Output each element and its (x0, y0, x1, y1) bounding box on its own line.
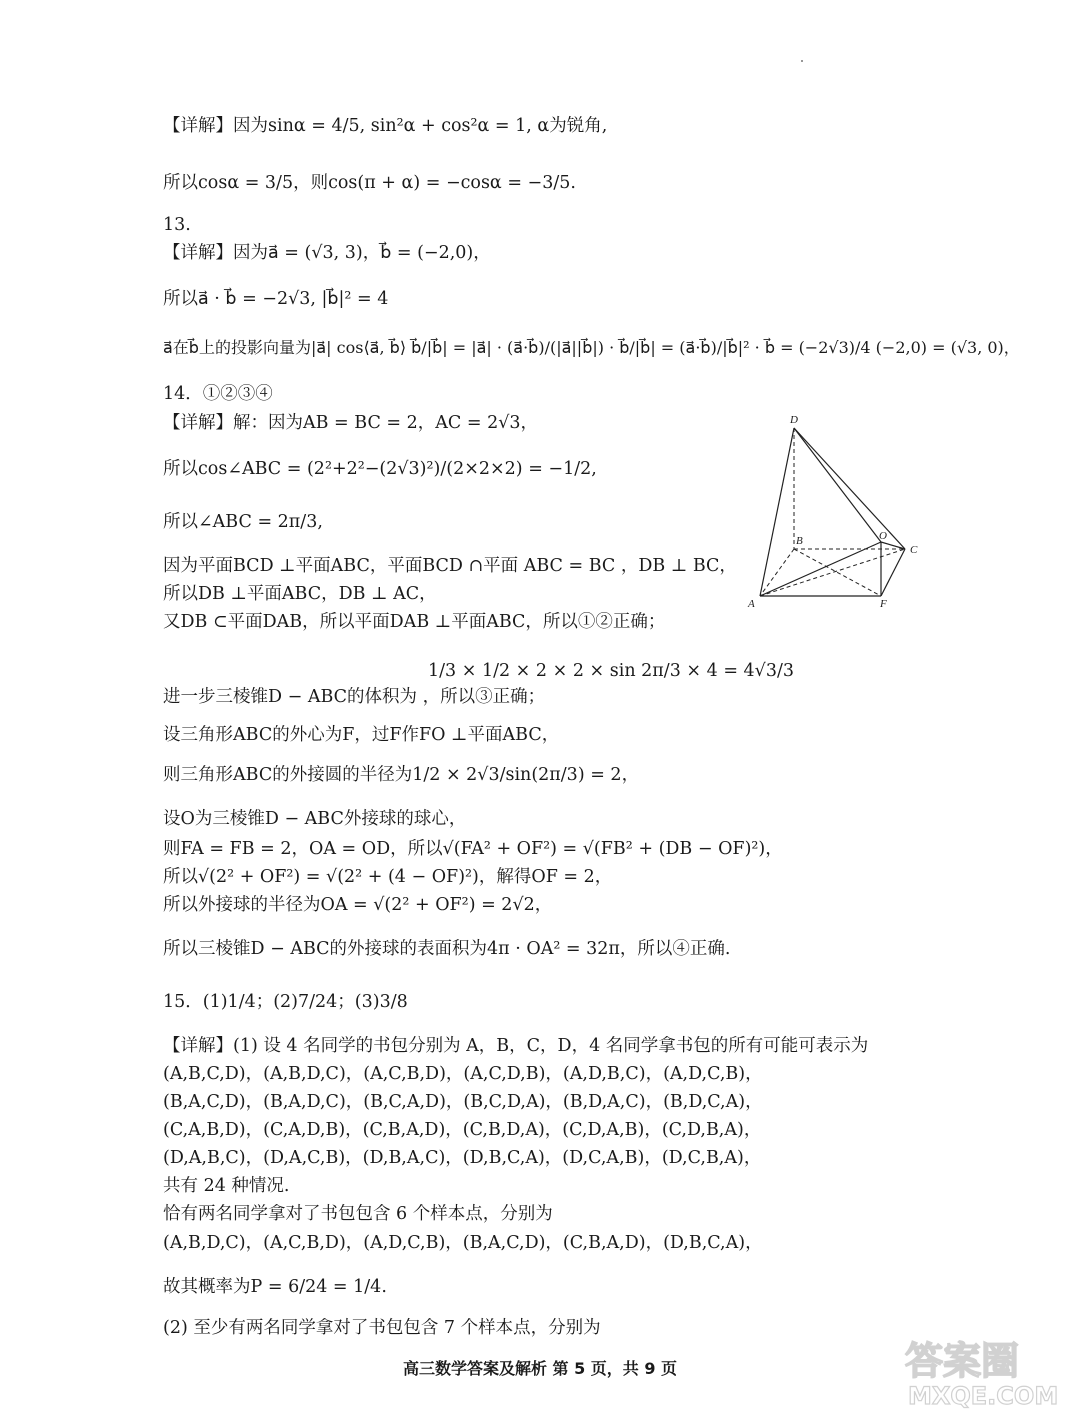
edge-DO (794, 428, 881, 542)
page-footer: 高三数学答案及解析 第 5 页，共 9 页 (402, 1359, 678, 1378)
line-11: 因为平面BCD ⊥平面ABC，平面BCD ∩平面 ABC = BC ，DB ⊥ BC， (163, 556, 737, 576)
line-14: 1/3 × 1/2 × 2 × 2 × sin 2π/3 × 4 = 4√3/3 (428, 661, 794, 681)
line-26: (B,A,C,D)，(B,A,D,C)，(B,C,A,D)，(B,C,D,A)，(B,D,A,C)，(B,D,C,A)， (163, 1092, 763, 1112)
line-25: (A,B,C,D)，(A,B,D,C)，(A,C,B,D)，(A,C,D,B)，(A,D,B,C)，(A,D,C,B)， (163, 1064, 763, 1084)
edge-DA (760, 428, 794, 596)
line-29: 共有 24 种情况. (163, 1176, 290, 1196)
label-O: O (879, 530, 887, 542)
line-32: 故其概率为P = 6/24 = 1/4. (163, 1277, 387, 1297)
line-3: 13. (163, 215, 191, 235)
line-10: 所以∠ABC = 2π/3, (163, 512, 323, 532)
label-F: F (880, 598, 887, 610)
line-33: (2) 至少有两名同学拿对了书包包含 7 个样本点，分别为 (163, 1318, 601, 1338)
line-12: 所以DB ⊥平面ABC，DB ⊥ AC， (163, 584, 437, 604)
line-1: 【详解】因为sinα = 4/5, sin²α + cos²α = 1, α为锐角, (163, 116, 608, 136)
line-15: 进一步三棱锥D − ABC的体积为 ，所以③正确； (163, 687, 546, 707)
label-D: D (790, 414, 798, 426)
line-13: 又DB ⊂平面DAB，所以平面DAB ⊥平面ABC，所以①②正确； (163, 612, 666, 632)
line-27: (C,A,B,D)，(C,A,D,B)，(C,B,A,D)，(C,B,D,A)，(C,D,A,B)，(C,D,B,A)， (163, 1120, 762, 1140)
edge-AO (760, 542, 881, 596)
edge-BF (794, 549, 881, 596)
line-8: 【详解】解：因为AB = BC = 2，AC = 2√3， (163, 413, 539, 433)
line-30: 恰有两名同学拿对了书包包含 6 个样本点，分别为 (163, 1204, 553, 1224)
line-22: 所以三棱锥D − ABC的外接球的表面积为4π · OA² = 32π，所以④正确. (163, 939, 731, 959)
watermark-logo (900, 1330, 1075, 1410)
line-7: 14．①②③④ (163, 384, 273, 404)
label-B: B (796, 535, 803, 547)
label-A: A (748, 598, 755, 610)
line-19: 则FA = FB = 2，OA = OD，所以√(FA² + OF²) = √(FB² + (DB − OF)²)， (163, 839, 783, 859)
line-28: (D,A,B,C)，(D,A,C,B)，(D,B,A,C)，(D,B,C,A)，(D,C,A,B)，(D,C,B,A)， (163, 1148, 762, 1168)
line-24: 【详解】(1) 设 4 名同学的书包分别为 A，B，C，D，4 名同学拿书包的所有可能可表示为 (163, 1036, 869, 1056)
label-C: C (910, 544, 918, 556)
edge-AC (760, 549, 905, 596)
line-23: 15．(1)1/4；(2)7/24；(3)3/8 (163, 992, 408, 1012)
line-18: 设O为三棱锥D − ABC外接球的球心， (163, 809, 467, 829)
line-6: a⃗在b⃗上的投影向量为|a⃗| cos⟨a⃗, b⃗⟩ b⃗/|b⃗| = |a⃗| · (a⃗·b⃗)/(|a⃗||b⃗|) · b⃗/|b⃗| = (a⃗·b⃗)/|b⃗|² · b⃗ = (−2√3)/4 (−2,0) = (√3, 0)， (163, 338, 1020, 357)
line-2: 所以cosα = 3/5，则cos(π + α) = −cosα = −3/5. (163, 173, 576, 193)
watermark-bottom-text: MXQE.COM (908, 1382, 1059, 1410)
scan-speck (801, 60, 803, 62)
line-17: 则三角形ABC的外接圆的半径为1/2 × 2√3/sin(2π/3) = 2， (163, 765, 640, 785)
edge-DC (794, 428, 905, 549)
line-31: (A,B,D,C)，(A,C,B,D)，(A,D,C,B)，(B,A,C,D)，(C,B,A,D)，(D,B,C,A)， (163, 1233, 763, 1253)
line-20: 所以√(2² + OF²) = √(2² + (4 − OF)²)，解得OF = 2， (163, 867, 613, 887)
line-5: 所以a⃗ · b⃗ = −2√3, |b⃗|² = 4 (163, 289, 389, 309)
line-16: 设三角形ABC的外心为F，过F作FO ⊥平面ABC， (163, 725, 560, 745)
line-4: 【详解】因为a⃗ = (√3, 3)，b⃗ = (−2,0)， (163, 243, 491, 263)
pyramid-diagram (742, 408, 932, 616)
line-21: 所以外接球的半径为OA = √(2² + OF²) = 2√2， (163, 895, 553, 915)
line-9: 所以cos∠ABC = (2²+2²−(2√3)²)/(2×2×2) = −1/2, (163, 459, 597, 479)
edge-FC (881, 549, 905, 596)
watermark-top-text: 答案圈 (905, 1339, 1020, 1383)
